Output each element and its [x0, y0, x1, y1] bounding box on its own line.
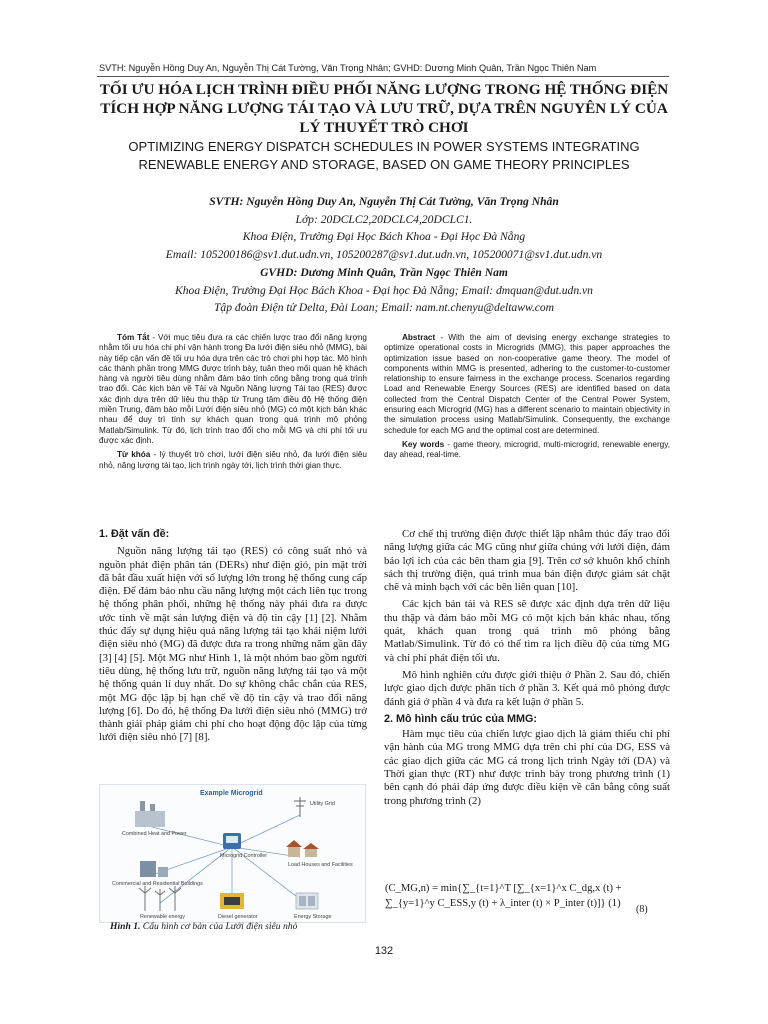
keywords-label-vi: Từ khóa: [117, 450, 151, 460]
diesel-generator-icon: [220, 893, 244, 909]
label-load-houses: Load Houses and Facilities: [288, 862, 353, 868]
keywords-label-en: Key words: [402, 439, 445, 449]
equation-1: [385, 881, 670, 911]
label-commercial: Commercial and Residential Buildings: [112, 881, 203, 887]
label-controller: Microgrid Controller: [220, 853, 268, 859]
section-1-paragraph: Nguồn năng lượng tái tạo (RES) có công suất nhỏ và nguồn phát điện phân tán (DERs) như điện gió, pin mặt trời đã bắt đầu xuất hiện với số lượng lớn trong hệ thống cung cấp điện. Để đảm bảo nhu cầu năng lượng một cách liên tục trong hệ thống phân phối, những hệ thống này phải đưa ra được ước tính về mặt sản lượng điện và độ tin cậy [1] [2]. Nhằm thúc đẩy sự dụng hiệu quả năng lượng tái tạo khái niệm lưới điện siêu nhỏ (MG) đã được đưa ra trong những năm gần đây [3] [4] [5]. Một MG như Hình 1, là một nhóm bao gồm người tiêu dùng, hệ thống lưu trữ, nguồn năng lượng tái tạo và một hệ thống quản lí duy nhất. Do sự không chắc chắn của RES, một MG độc lập bị hạn chế về độ tin cậy và trao đổi năng lượng [6]. Do đó, hệ thống Đa lưới điện siêu nhỏ (MMG) trở thành giải pháp giảm chi phí cho hoạt động độc lập của từng lưới điện siêu nhỏ [7] [8].: [99, 545, 367, 744]
keywords-text-vi: - lý thuyết trò chơi, lưới điện siêu nhỏ, đa lưới điện siêu nhỏ, năng lượng tái tạo, lịch trình ngày tới, lịch trình thời gian thực.: [99, 450, 367, 470]
label-combined-heat: Combined Heat and Power: [122, 831, 187, 837]
page-number: 132: [374, 945, 394, 957]
abstract-text-vi: - Với mục tiêu đưa ra các chiến lược trao đổi năng lượng nhằm tối ưu hóa chi phí vận hành trong Đa lưới điện siêu nhỏ (MMG), bài này tiếp cận vấn đề tối ưu hóa dựa trên các trò chơi phi hợp tác. Mô hình các thành phần trong MMG được trình bày, tuân theo mối quan hệ khách hàng và người tiêu dùng nhằm đảm bảo tính công bằng trong quá trình trao đổi. Các kịch bản về Tải và Nguồn Năng lượng Tái tạo (RES) được xác định dựa trên dữ liệu thu thập từ Trung tâm điều độ Hệ thống điện miền Trung, đảm bảo mỗi Lưới điện siêu nhỏ (MG) có một kịch bản khác nhau để duy trì tính sự khách quan trong quá trình mô phỏng Matlab/Simulink. Từ đó, lịch trình trao đổi cho mỗi MG và chi phí tối ưu được xác định.: [99, 333, 367, 445]
label-storage: Energy Storage: [294, 914, 332, 920]
section-1: [99, 528, 367, 745]
abstract-vietnamese: [99, 333, 367, 471]
header-divider: [97, 76, 669, 77]
microgrid-figure: [99, 784, 366, 923]
class-line: Lớp: 20DCLC2,20DCLC4,20DCLC1.: [295, 212, 473, 226]
figure-caption: [110, 921, 365, 932]
wind-turbine-icon: [139, 886, 181, 911]
figure-caption-label: Hình 1.: [110, 921, 141, 932]
running-head: SVTH: Nguyễn Hồng Duy An, Nguyễn Thị Cát Tường, Văn Trọng Nhân; GVHD: Dương Minh Quân, Trần Ngọc Thiên Nam: [99, 63, 597, 73]
label-utility-grid: Utility Grid: [310, 801, 335, 807]
advisor-affiliation-2: Tập đoàn Điện tử Delta, Đài Loan; Email: nam.nt.chenyu@deltaww.com: [213, 301, 555, 315]
paragraph-objective: Hàm mục tiêu của chiến lược giao dịch là giảm thiểu chi phí vận hành của MG trong MMG dựa trên chi phí của DG, ESS và các giao dịch giữa các MG cả trong lịch trình Ngày tới (DA) và Thời gian thực (RT) như được trình bày trong phương trình (1) bên cạnh đó phải đáp ứng được điều kiện về cân bằng công suất trong phương trình (2): [384, 728, 670, 807]
equation-line-2: ∑_{y=1}^y C_ESS,y (t) + λ_inter (t) × P_inter (t)]} (1): [385, 898, 621, 909]
section-1-heading: 1. Đặt vấn đề:: [99, 528, 170, 540]
email-line: Email: 105200186@sv1.dut.udn.vn, 105200287@sv1.dut.udn.vn, 105200071@sv1.dut.udn.vn: [165, 248, 603, 262]
figure-title: Example Microgrid: [200, 790, 263, 797]
advisor-affiliation-1: Khoa Điện, Trường Đại Học Bách Khoa - Đại học Đà Nẵng; Email: dmquan@dut.udn.vn: [175, 283, 593, 297]
load-houses-icon: [286, 840, 319, 857]
paragraph-outline: Mô hình nghiên cứu được giới thiệu ở Phần 2. Sau đó, chiến lược giao dịch được phân tích ở phần 3. Kết quả mô phỏng được đánh giá ở phần 4 và đưa ra kết luận ở phần 5.: [384, 668, 670, 708]
combined-heat-power-icon: [135, 801, 165, 827]
energy-storage-icon: [296, 893, 318, 909]
advisor-authors: GVHD: Dương Minh Quân, Trần Ngọc Thiên Nam: [260, 265, 508, 279]
abstract-label-en: Abstract: [402, 333, 436, 342]
author-block: [97, 193, 671, 317]
paragraph-market: Cơ chế thị trường điện được thiết lập nhằm thúc đẩy trao đổi năng lượng giữa các MG cũng như giữa chúng với lưới điện, đảm bảo lợi ích của các bên tham gia [9]. Trên cơ sở khuôn khổ chính sách thị trường điện, quá trình mua bán điện được giám sát chặt chẽ và minh bạch với các bên liên quan [10].: [384, 528, 670, 594]
abstract-english: [384, 333, 670, 461]
commercial-building-icon: [140, 861, 168, 877]
abstract-label-vi: Tóm Tắt: [117, 333, 150, 342]
section-2-heading: 2. Mô hình cấu trúc của MMG:: [384, 712, 537, 725]
title-vietnamese: TỐI ƯU HÓA LỊCH TRÌNH ĐIỀU PHỐI NĂNG LƯỢNG TRONG HỆ THỐNG ĐIỆN TÍCH HỢP NĂNG LƯỢNG TÁI TẠO VÀ LƯU TRỮ, DỰA TRÊN NGUYÊN LÝ CỦA LÝ THUYẾT TRÒ CHƠI: [99, 81, 669, 136]
figure-caption-text: Cấu hình cơ bản của Lưới điện siêu nhỏ: [140, 921, 298, 932]
affiliation-line: Khoa Điện, Trường Đại Học Bách Khoa - Đại Học Đà Nẵng: [242, 230, 526, 244]
paragraph-scenarios: Các kịch bản tải và RES sẽ được xác định dựa trên dữ liệu thu thập và đảm bảo mỗi MG có một kịch bản khác nhau, tổng quát, khách quan trong quá trình mô phỏng bằng Matlab/Simulink. Từ đó có thể tìm ra lịch điều độ của từng MG và chi phí phát điện tối ưu.: [384, 598, 670, 664]
equation-line-1: (C_MG,n) = min{∑_{t=1}^T [∑_{x=1}^x C_dg,x (t) +: [385, 883, 622, 894]
utility-grid-icon: [294, 797, 306, 817]
title-english: OPTIMIZING ENERGY DISPATCH SCHEDULES IN POWER SYSTEMS INTEGRATING RENEWABLE ENERGY AND STORAGE, BASED ON GAME THEORY PRINCIPLES: [128, 139, 640, 172]
label-diesel: Diesel generator: [218, 914, 258, 920]
equation-number: (8): [636, 904, 648, 915]
controller-icon: [223, 833, 241, 849]
label-renewable: Renewable energy: [140, 914, 185, 920]
student-authors: SVTH: Nguyễn Hồng Duy An, Nguyễn Thị Cát Tường, Văn Trọng Nhân: [209, 195, 559, 208]
right-column: [384, 528, 670, 808]
microgrid-diagram: [100, 785, 365, 922]
keywords-text-en: - game theory, microgrid, multi-microgrid, renewable energy, day ahead, real-time.: [384, 439, 670, 460]
abstract-text-en: - With the aim of devising energy exchange strategies to optimize operational costs in Microgrids (MMG), this paper approaches the optimization issue based on non-cooperative game theory. The model of components within MMG is presented, adhering to the customer-to-customer relationship to ensure fairness in the exchange process. Scenarios regarding Load and Renewable Energy Sources (RES) are identified based on data collected from the Central Dispatch Center of the Central Power System, ensuring each Microgrid (MG) has a different scenario to maintain objectivity in the simulation process using Matlab/Simulink. Consequently, the exchange schedule for each MG and the optimal cost are determined.: [384, 333, 670, 435]
